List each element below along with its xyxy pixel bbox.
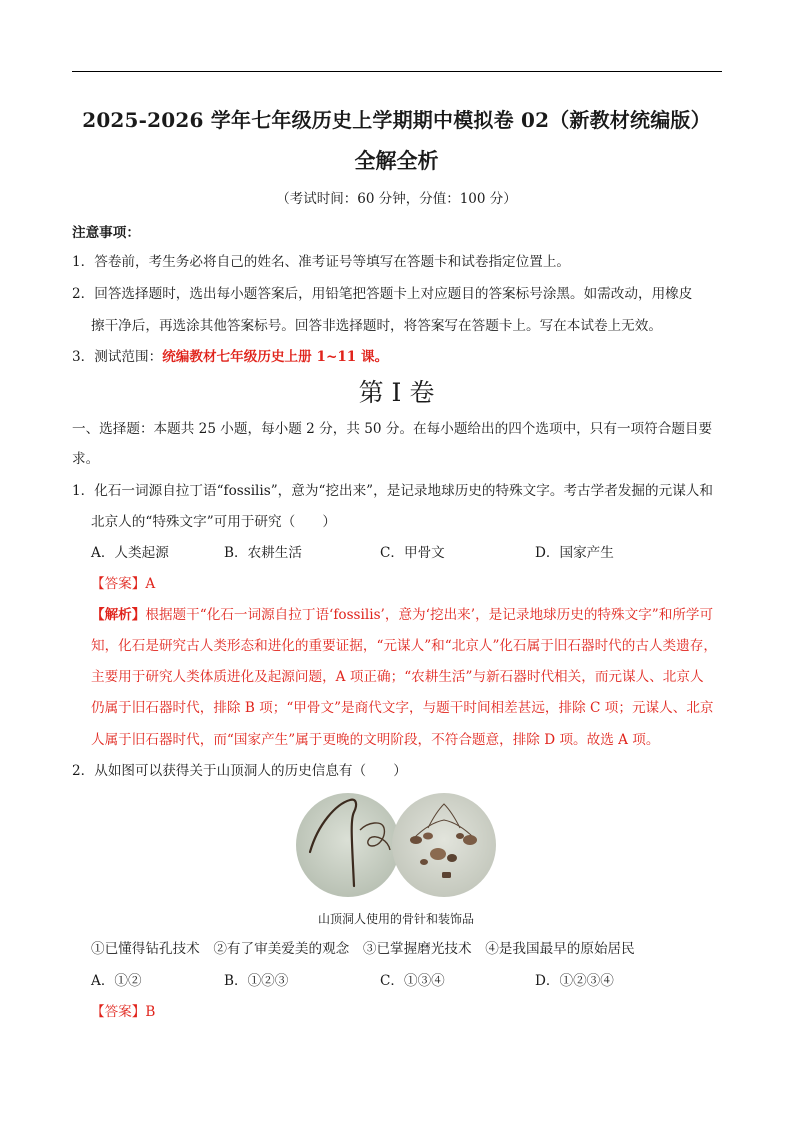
q1-answer: 【答案】A [91, 576, 156, 592]
q1-analysis-line-3: 主要用于研究人类体质进化及起源问题，A 项正确；“农耕生活”与新石器时代相关，而元谋人、北京人 [91, 669, 704, 685]
q1-option-b: B．农耕生活 [224, 545, 302, 561]
q1-analysis-label: 【解析】 [91, 607, 146, 623]
q1-option-c: C．甲骨文 [380, 545, 445, 561]
document-subtitle: 全解全析 [354, 148, 439, 173]
q1-analysis-line-1 [91, 603, 713, 623]
q1-option-a: A．人类起源 [91, 545, 169, 561]
q2-statements: ①已懂得钻孔技术 ②有了审美爱美的观念 ③已掌握磨光技术 ④是我国最早的原始居民 [91, 941, 635, 957]
document-title: 2025-2026 学年七年级历史上学期期中模拟卷 02（新教材统编版） [82, 108, 711, 132]
q1-analysis-text-1: 根据题干“化石一词源自拉丁语‘fossilis’，意为‘挖出来’，是记录地球历史的特殊文字”和所学可 [145, 607, 714, 623]
section-title: 第 I 卷 [358, 378, 435, 407]
notes-item-3-prefix: 3．测试范围： [72, 349, 163, 365]
notes-item-2-line-2: 擦干净后，再选涂其他答案标号。回答非选择题时，将答案写在答题卡上。写在本试卷上无效。 [91, 318, 662, 334]
q1-stem-line-2: 北京人的“特殊文字”可用于研究（ ） [91, 514, 336, 530]
q2-option-a: A．①② [91, 973, 142, 989]
notes-heading: 注意事项： [72, 225, 140, 241]
figure-caption: 山顶洞人使用的骨针和装饰品 [317, 912, 474, 926]
header-rule [72, 71, 722, 72]
q2-answer: 【答案】B [91, 1004, 156, 1020]
q1-stem-line-1: 1．化石一词源自拉丁语“fossilis”，意为“挖出来”，是记录地球历史的特殊文字。考古学者发掘的元谋人和 [72, 483, 713, 499]
notes-item-3 [72, 345, 388, 365]
figure-svg [296, 790, 496, 900]
q1-analysis-line-4: 仍属于旧石器时代，排除 B 项；“甲骨文”是商代文字，与题干时间相差甚远，排除 C 项；元谋人、北京 [91, 700, 714, 716]
exam-info: （考试时间：60 分钟，分值：100 分） [276, 191, 517, 207]
section-intro-line-1: 一、选择题：本题共 25 小题，每小题 2 分，共 50 分。在每小题给出的四个选项中，只有一项符合题目要 [72, 421, 713, 437]
ornaments-plate [392, 793, 496, 897]
q2-option-d: D．①②③④ [535, 973, 614, 989]
q2-stem: 2．从如图可以获得关于山顶洞人的历史信息有（ ） [72, 763, 407, 779]
q1-analysis-line-5: 人属于旧石器时代，而“国家产生”属于更晚的文明阶段，不符合题意，排除 D 项。故选 A 项。 [91, 732, 660, 748]
bone-needle-and-ornaments-figure [296, 790, 496, 900]
notes-item-1: 1．答卷前，考生务必将自己的姓名、准考证号等填写在答题卡和试卷指定位置上。 [72, 254, 571, 270]
bone-needle-plate [296, 793, 400, 897]
q2-option-c: C．①③④ [380, 973, 445, 989]
test-scope: 统编教材七年级历史上册 1~11 课。 [162, 349, 389, 365]
notes-item-2-line-1: 2．回答选择题时，选出每小题答案后，用铅笔把答题卡上对应题目的答案标号涂黑。如需改动，用橡皮 [72, 286, 693, 302]
q2-option-b: B．①②③ [224, 973, 289, 989]
q1-analysis-line-2: 知，化石是研究古人类形态和进化的重要证据，“元谋人”和“北京人”化石属于旧石器时代的古人类遗存， [91, 638, 717, 654]
q1-option-d: D．国家产生 [535, 545, 614, 561]
section-intro-line-2: 求。 [72, 451, 100, 467]
